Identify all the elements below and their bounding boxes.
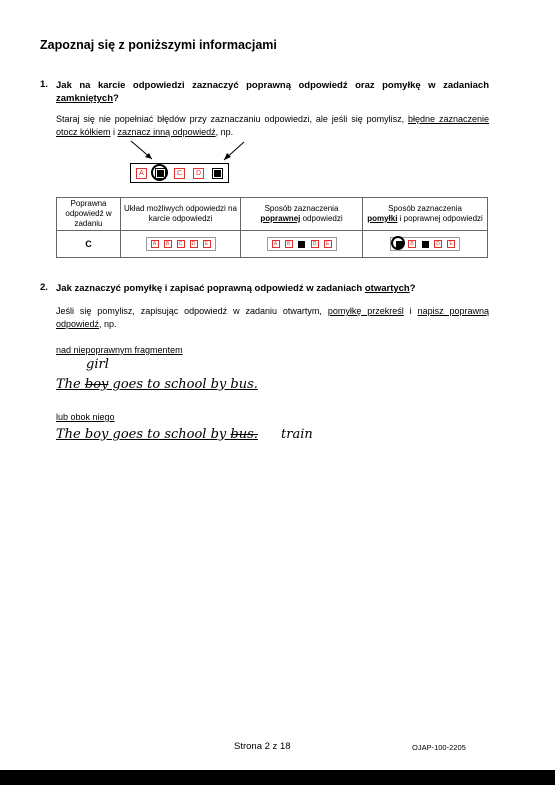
handwritten-correction-above: girl [86,357,109,372]
mini-c-marked [298,240,306,248]
header-layout: Układ możliwych odpowiedzi na karcie odpowiedzi [121,198,241,231]
question-1-number: 1. [40,79,48,90]
answer-cell: C [57,231,121,258]
marking-table [56,197,488,258]
mini-a: A [151,240,159,248]
mini-d: D [434,240,442,248]
mini-d: D [190,240,198,248]
header-mistake-method: Sposób zaznaczenia pomyłki i poprawnej odpowiedzi [363,198,488,231]
header-correct-method: Sposób zaznaczenia poprawnej odpowiedzi [241,198,363,231]
mini-b: B [164,240,172,248]
page-number: Strona 2 z 18 [234,741,291,752]
mini-a-circled [395,240,403,248]
mini-b: B [285,240,293,248]
mini-b: B [408,240,416,248]
example-cell-c: C [174,168,185,179]
example-cell-e-marked [212,168,223,179]
document-code: OJAP-100-2205 [412,743,466,752]
handwritten-correction-side: train [281,427,313,442]
mini-d: D [311,240,319,248]
bottom-bar [0,770,555,785]
header-correct: Poprawna odpowiedź w zadaniu [57,198,121,231]
page-title: Zapoznaj się z poniższymi informacjami [40,38,277,52]
mini-e: E [203,240,211,248]
mistake-method-cell [363,231,488,258]
question-1-paragraph: Staraj się nie popełniać błędów przy zaznaczaniu odpowiedzi, ale jeśli się pomylisz, błędne zaznaczenie otocz kółkiem i zaznacz inną odpowiedź, np. [56,114,489,137]
question-2-paragraph: Jeśli się pomylisz, zapisując odpowiedź w zadaniu otwartym, pomyłkę przekreśl i napisz poprawną odpowiedź, np. [56,306,490,329]
example-cell-b-circled [155,168,166,179]
question-1-text: Jak na karcie odpowiedzi zaznaczyć poprawną odpowiedź oraz pomyłkę w zadaniach zamkniętych? [56,80,489,104]
question-2-number: 2. [40,282,48,293]
example-cell-a: A [136,168,147,179]
example-cell-d: D [193,168,204,179]
handwritten-sentence-2: The boy goes to school by bus. [56,427,258,442]
mini-c: C [177,240,185,248]
mini-c-marked [421,240,429,248]
mini-e: E [324,240,332,248]
mini-e: E [447,240,455,248]
label-beside-fragment: lub obok niego [56,412,115,422]
question-2-text: Jak zaznaczyć pomyłkę i zapisać poprawną odpowiedź w zadaniach otwartych? [56,283,416,294]
example-answer-row [130,163,229,183]
handwritten-sentence-1: The boy goes to school by bus. [56,377,258,392]
correct-method-cell [241,231,363,258]
layout-cell [121,231,241,258]
mini-a: A [272,240,280,248]
label-above-fragment: nad niepoprawnym fragmentem [56,345,183,355]
